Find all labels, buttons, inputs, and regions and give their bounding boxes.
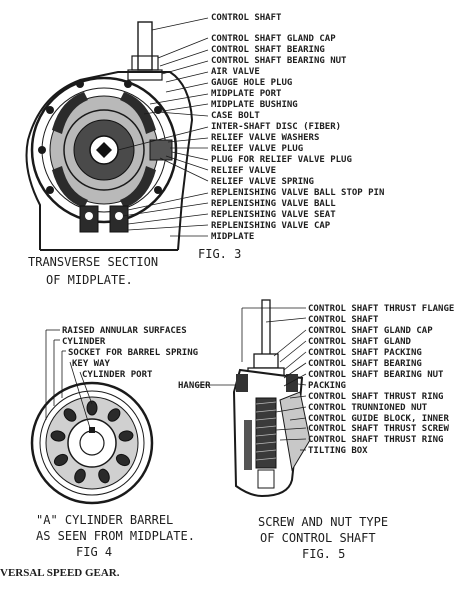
fig4-label-5: CYLINDER PORT [82, 370, 153, 380]
fig4-label-1: RAISED ANNULAR SURFACES [62, 326, 187, 336]
fig5-hanger-label: HANGER [178, 381, 211, 391]
fig3-label-17: REPLENISHING VALVE BALL [211, 199, 336, 209]
fig5-label-11: CONTROL GUIDE BLOCK, INNER [308, 414, 449, 424]
fig4-label-2: CYLINDER [62, 337, 106, 347]
fig3-label-11: RELIEF VALVE WASHERS [211, 133, 320, 143]
fig5-label-3: CONTROL SHAFT GLAND CAP [308, 326, 433, 336]
fig4-caption-line1: "A" CYLINDER BARREL [36, 513, 174, 527]
fig3-label-4: CONTROL SHAFT BEARING NUT [211, 56, 347, 66]
fig3-label-5: AIR VALVE [211, 67, 260, 77]
fig5-drawing [196, 300, 310, 496]
fig4-label-4: KEY WAY [72, 359, 110, 369]
fig3-label-12: RELIEF VALVE PLUG [211, 144, 304, 154]
fig3-label-9: CASE BOLT [211, 111, 260, 121]
fig5-label-6: CONTROL SHAFT BEARING [308, 359, 422, 369]
fig3-control-shaft [138, 22, 152, 70]
fig5-label-14: TILTING BOX [308, 446, 368, 456]
fig3-caption-line2: OF MIDPLATE. [46, 273, 133, 287]
fig3-label-13: PLUG FOR RELIEF VALVE PLUG [211, 155, 352, 165]
fig3-label-6: GAUGE HOLE PLUG [211, 78, 293, 88]
fig3-label-8: MIDPLATE BUSHING [211, 100, 298, 110]
fig5-caption-line1: SCREW AND NUT TYPE [258, 515, 389, 529]
fig5-label-12: CONTROL SHAFT THRUST SCREW [308, 424, 449, 434]
fig5-label-5: CONTROL SHAFT PACKING [308, 348, 422, 358]
footer-title: VERSAL SPEED GEAR. [0, 567, 120, 579]
fig5-figure-label: FIG. 5 [302, 547, 346, 561]
fig3-label-14: RELIEF VALVE [211, 166, 277, 176]
fig3-label-7: MIDPLATE PORT [211, 89, 282, 99]
fig3-label-15: RELIEF VALVE SPRING [211, 177, 314, 187]
fig3-label-16: REPLENISHING VALVE BALL STOP PIN [211, 188, 385, 198]
fig3-caption-line1: TRANSVERSE SECTION [28, 255, 159, 269]
fig3-label-18: REPLENISHING VALVE SEAT [211, 210, 336, 220]
fig4-figure-label: FIG 4 [76, 545, 113, 559]
fig5-labels [308, 304, 454, 456]
fig5-label-8: PACKING [308, 381, 346, 391]
fig3-drawing [27, 18, 209, 250]
fig3-label-2: CONTROL SHAFT GLAND CAP [211, 34, 336, 44]
fig3-labels [211, 13, 384, 242]
fig3-label-1: CONTROL SHAFT [211, 13, 282, 23]
fig5-label-2: CONTROL SHAFT [308, 315, 379, 325]
fig5-label-4: CONTROL SHAFT GLAND [308, 337, 411, 347]
fig3-figure-label: FIG. 3 [198, 247, 242, 261]
fig3-label-3: CONTROL SHAFT BEARING [211, 45, 325, 55]
fig5-label-13: CONTROL SHAFT THRUST RING [308, 435, 444, 445]
fig5-label-9: CONTROL SHAFT THRUST RING [308, 392, 444, 402]
fig4-label-3: SOCKET FOR BARREL SPRING [68, 348, 199, 358]
fig3-label-10: INTER-SHAFT DISC (FIBER) [211, 122, 342, 132]
fig5-label-10: CONTROL TRUNNIONED NUT [308, 403, 428, 413]
fig3-label-20: MIDPLATE [211, 232, 255, 242]
fig4-caption-line2: AS SEEN FROM MIDPLATE. [36, 529, 195, 543]
fig5-label-1: CONTROL SHAFT THRUST FLANGE [308, 304, 455, 314]
fig3-label-19: REPLENISHING VALVE CAP [211, 221, 331, 231]
fig5-caption-line2: OF CONTROL SHAFT [260, 531, 376, 545]
fig4-labels [62, 326, 198, 380]
fig5-label-7: CONTROL SHAFT BEARING NUT [308, 370, 444, 380]
